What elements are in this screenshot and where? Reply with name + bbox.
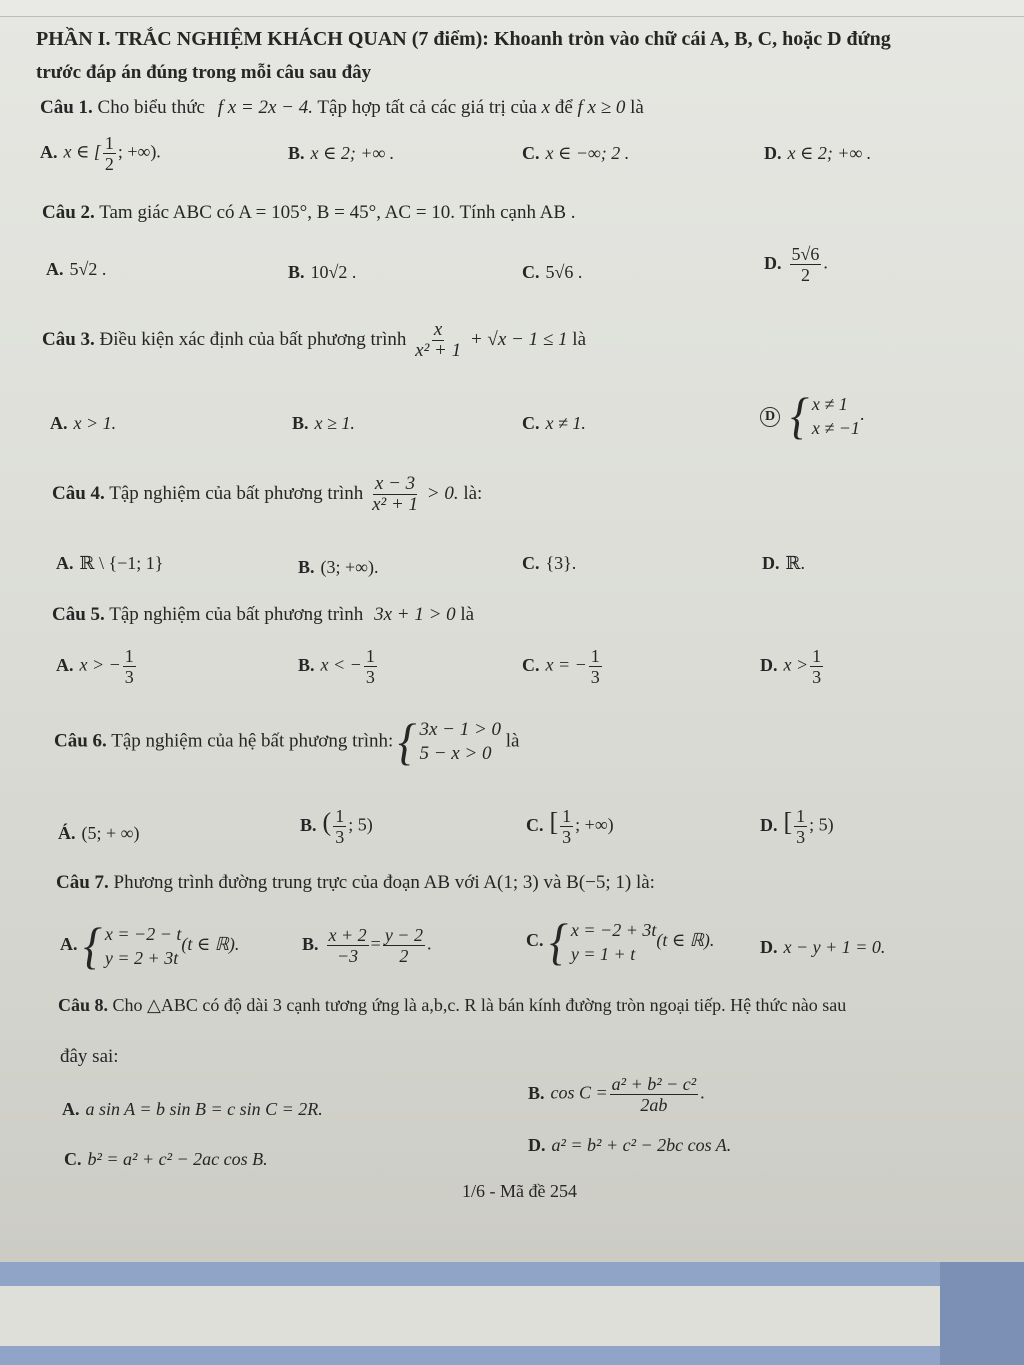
q4-option-d[interactable]: D. ℝ.	[762, 553, 805, 573]
q4-option-c[interactable]: C. {3}.	[522, 553, 577, 573]
q3-option-a[interactable]: A. x > 1.	[50, 413, 117, 433]
question-5: Câu 5. Tập nghiệm của bất phương trình 3x + 1 > 0 là	[52, 604, 475, 625]
q2-option-c[interactable]: C. 5√6 .	[522, 262, 583, 282]
question-7: Câu 7. Phương trình đường trung trực của đoạn AB với A(1; 3) và B(−5; 1) là:	[56, 872, 655, 893]
q5-option-c[interactable]: C. x = − $\frac{1}{3}$	[522, 646, 600, 687]
q7-option-c[interactable]: C. { x = −2 + 3t y = 1 + t (t ∈ ℝ).	[526, 913, 715, 970]
question-6: Câu 6. Tập nghiệm của hệ bất phương trình: { 3x − 1 > 0 5 − x > 0 là	[54, 713, 520, 770]
q4-option-b[interactable]: B. (3; +∞).	[298, 557, 379, 577]
desk-edge	[940, 1262, 1024, 1365]
q1-option-a[interactable]: A. x ∈ [ $\frac{1}{2}$ ; +∞).	[40, 133, 161, 174]
q2-option-a[interactable]: A. 5√2 .	[46, 259, 107, 279]
question-8: Câu 8. Cho △ABC có độ dài 3 cạnh tương ứng là a,b,c. R là bán kính đường tròn ngoại tiếp. Hệ thức nào sau	[58, 995, 847, 1015]
q2-option-b[interactable]: B. 10√2 .	[288, 262, 357, 282]
q7-option-a[interactable]: A. { x = −2 − t y = 2 + 3t (t ∈ ℝ).	[60, 917, 240, 974]
q1-option-c[interactable]: C. x ∈ −∞; 2 .	[522, 143, 630, 163]
q8-option-d[interactable]: D. a² = b² + c² − 2bc cos A.	[528, 1135, 732, 1155]
q7-option-b[interactable]: B. $\frac{x + 2}{-3}$ = $\frac{y - 2}{2}$ .	[302, 925, 432, 966]
section-subtitle: trước đáp án đúng trong mỗi câu sau đây	[36, 62, 372, 83]
q2-option-d[interactable]: D. $\frac{5√6}{2}$ .	[764, 244, 828, 285]
q8-option-c[interactable]: C. b² = a² + c² − 2ac cos B.	[64, 1149, 268, 1169]
question-4: Câu 4. Tập nghiệm của bất phương trình $\frac{x - 3}{\text{x² + 1}}$ > 0. là:	[52, 473, 483, 515]
q8-option-a[interactable]: A. a sin A = b sin B = c sin C = 2R.	[62, 1099, 323, 1119]
q6-option-b[interactable]: B. ( $\frac{1}{3}$ ; 5)	[300, 806, 373, 847]
underlying-paper	[0, 1286, 940, 1346]
q5-option-b[interactable]: B. x < − $\frac{1}{3}$	[298, 646, 375, 687]
q6-option-a[interactable]: Á. (5; + ∞)	[58, 823, 140, 843]
q3-option-b[interactable]: B. x ≥ 1.	[292, 413, 355, 433]
q3-option-c[interactable]: C. x ≠ 1.	[522, 413, 586, 433]
q3-option-d[interactable]: D { x ≠ 1 x ≠ −1 .	[760, 392, 864, 440]
q6-option-d[interactable]: D. [ $\frac{1}{3}$ ; 5)	[760, 806, 834, 847]
q6-option-c[interactable]: C. [ $\frac{1}{3}$ ; +∞)	[526, 806, 614, 847]
question-3: Câu 3. Điều kiện xác định của bất phương trình $\frac{x}{\text{x² + 1}}$ + √x − 1 ≤ 1 là	[42, 319, 587, 361]
question-8-line2: đây sai:	[60, 1046, 119, 1067]
q1-option-b[interactable]: B. x ∈ 2; +∞ .	[288, 143, 395, 163]
q5-option-a[interactable]: A. x > − $\frac{1}{3}$	[56, 646, 134, 687]
question-2: Câu 2. Tam giác ABC có A = 105°, B = 45°, AC = 10. Tính cạnh AB .	[42, 202, 576, 223]
section-title: PHẦN I. TRẮC NGHIỆM KHÁCH QUAN (7 điểm): Khoanh tròn vào chữ cái A, B, C, hoặc D đứng	[36, 28, 891, 50]
q7-option-d[interactable]: D. x − y + 1 = 0.	[760, 937, 886, 957]
q5-option-d[interactable]: D. x > $\frac{1}{3}$	[760, 646, 822, 687]
q8-option-b[interactable]: B. cos C = $\frac{\text{a² + b² − c²}}{2ab}$ .	[528, 1074, 705, 1115]
desk-background	[0, 1262, 1024, 1365]
q4-option-a[interactable]: A. ℝ \ {−1; 1}	[56, 553, 164, 573]
question-1: Câu 1. Cho biểu thức f x = 2x − 4. Tập hợp tất cả các giá trị của x để f x ≥ 0 là	[40, 97, 644, 118]
circled-answer-mark: D	[760, 407, 780, 427]
page-footer: 1/6 - Mã đề 254	[462, 1181, 577, 1201]
q1-option-d[interactable]: D. x ∈ 2; +∞ .	[764, 143, 872, 163]
